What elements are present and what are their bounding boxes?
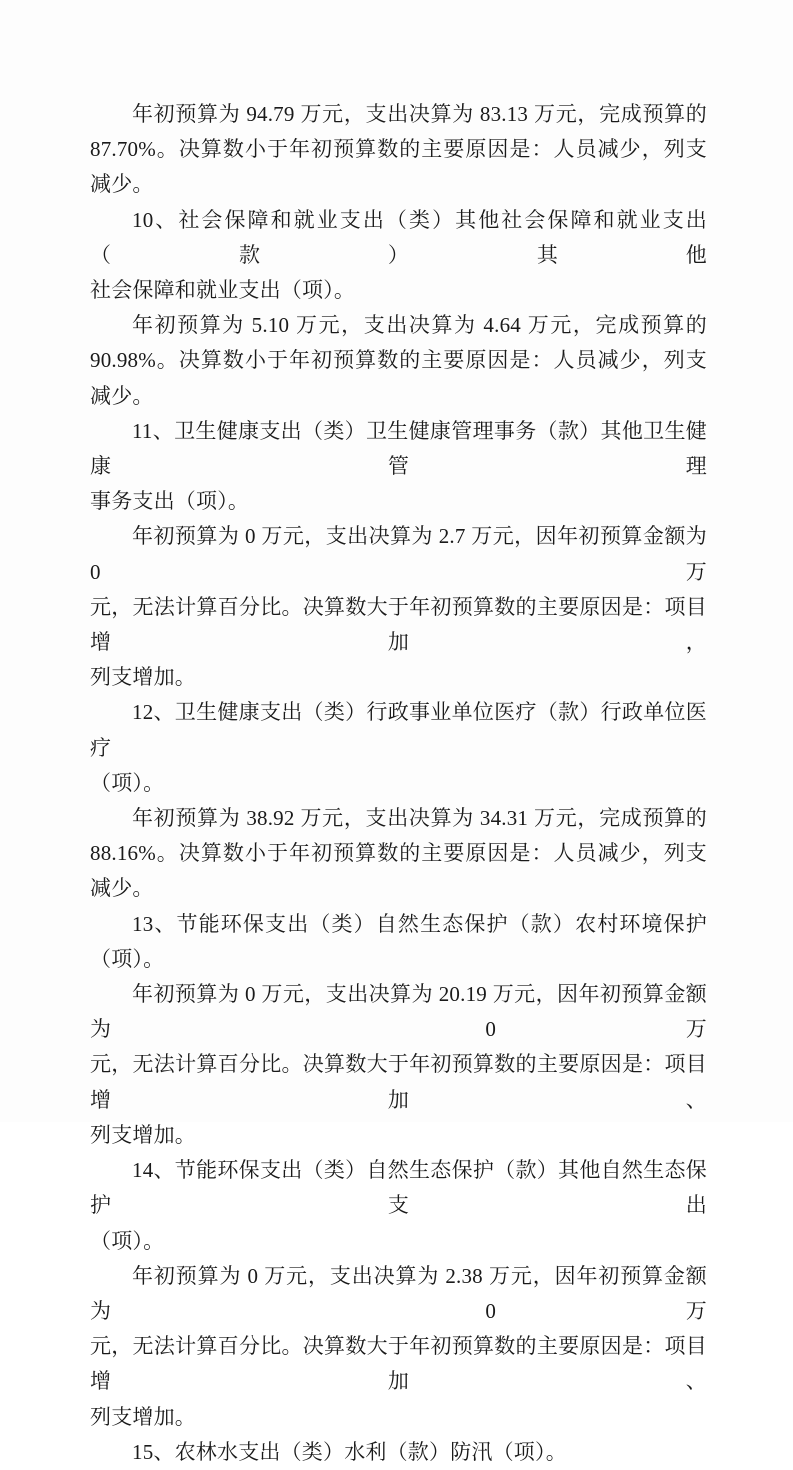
paragraph [90, 977, 707, 1153]
paragraph [90, 308, 707, 414]
text-line: 10、社会保障和就业支出（类）其他社会保障和就业支出（款）其他 [90, 207, 707, 267]
text-line: 年初预算为 0 万元，支出决算为 20.19 万元，因年初预算金额为 0 万 [90, 982, 707, 1042]
text-line: 年初预算为 5.10 万元，支出决算为 4.64 万元，完成预算的 [132, 313, 707, 338]
text-line: 15、农林水支出（类）水利（款）防汛（项）。 [132, 1439, 567, 1464]
text-line: 年初预算为 94.79 万元，支出决算为 83.13 万元，完成预算的 [132, 102, 707, 126]
text-line: （项）。 [90, 1228, 165, 1253]
text-line: 14、节能环保支出（类）自然生态保护（款）其他自然生态保护支出 [90, 1158, 707, 1218]
text-line: 列支增加。 [90, 665, 196, 690]
text-line: 年初预算为 0 万元，支出决算为 2.7 万元，因年初预算金额为 0 万 [90, 524, 707, 584]
text-line: 13、节能环保支出（类）自然生态保护（款）农村环境保护（项）。 [90, 911, 707, 971]
text-line: 12、卫生健康支出（类）行政事业单位医疗（款）行政单位医疗 [90, 700, 707, 760]
paragraph [90, 1259, 707, 1435]
paragraph [90, 801, 707, 907]
paragraph [90, 695, 707, 801]
text-line: 87.70%。决算数小于年初预算数的主要原因是：人员减少，列支减少。 [90, 137, 707, 197]
paragraph [90, 414, 707, 520]
paragraph [90, 97, 707, 203]
text-line: 事务支出（项）。 [90, 489, 250, 514]
paragraph [90, 203, 707, 309]
text-line: （项）。 [90, 770, 165, 795]
text-line: 90.98%。决算数小于年初预算数的主要原因是：人员减少，列支减少。 [90, 348, 707, 408]
paragraph [90, 907, 707, 977]
text-line: 社会保障和就业支出（项）。 [90, 278, 356, 303]
text-line: 88.16%。决算数小于年初预算数的主要原因是：人员减少，列支减少。 [90, 841, 707, 901]
text-line: 列支增加。 [90, 1122, 196, 1147]
text-line: 元，无法计算百分比。决算数大于年初预算数的主要原因是：项目增加、 [90, 1052, 707, 1112]
text-line: 年初预算为 38.92 万元，支出决算为 34.31 万元，完成预算的 [132, 806, 707, 831]
text-line: 年初预算为 0 万元，支出决算为 2.38 万元，因年初预算金额为 0 万 [90, 1263, 707, 1323]
text-line: 列支增加。 [90, 1404, 196, 1429]
document-body [90, 97, 707, 1470]
paragraph [90, 1153, 707, 1259]
text-line: 元，无法计算百分比。决算数大于年初预算数的主要原因是：项目增加， [90, 594, 707, 655]
paragraph [90, 519, 707, 695]
text-line: 元，无法计算百分比。决算数大于年初预算数的主要原因是：项目增加、 [90, 1334, 707, 1394]
paragraph [90, 1435, 707, 1470]
text-line: 11、卫生健康支出（类）卫生健康管理事务（款）其他卫生健康管理 [90, 418, 707, 479]
